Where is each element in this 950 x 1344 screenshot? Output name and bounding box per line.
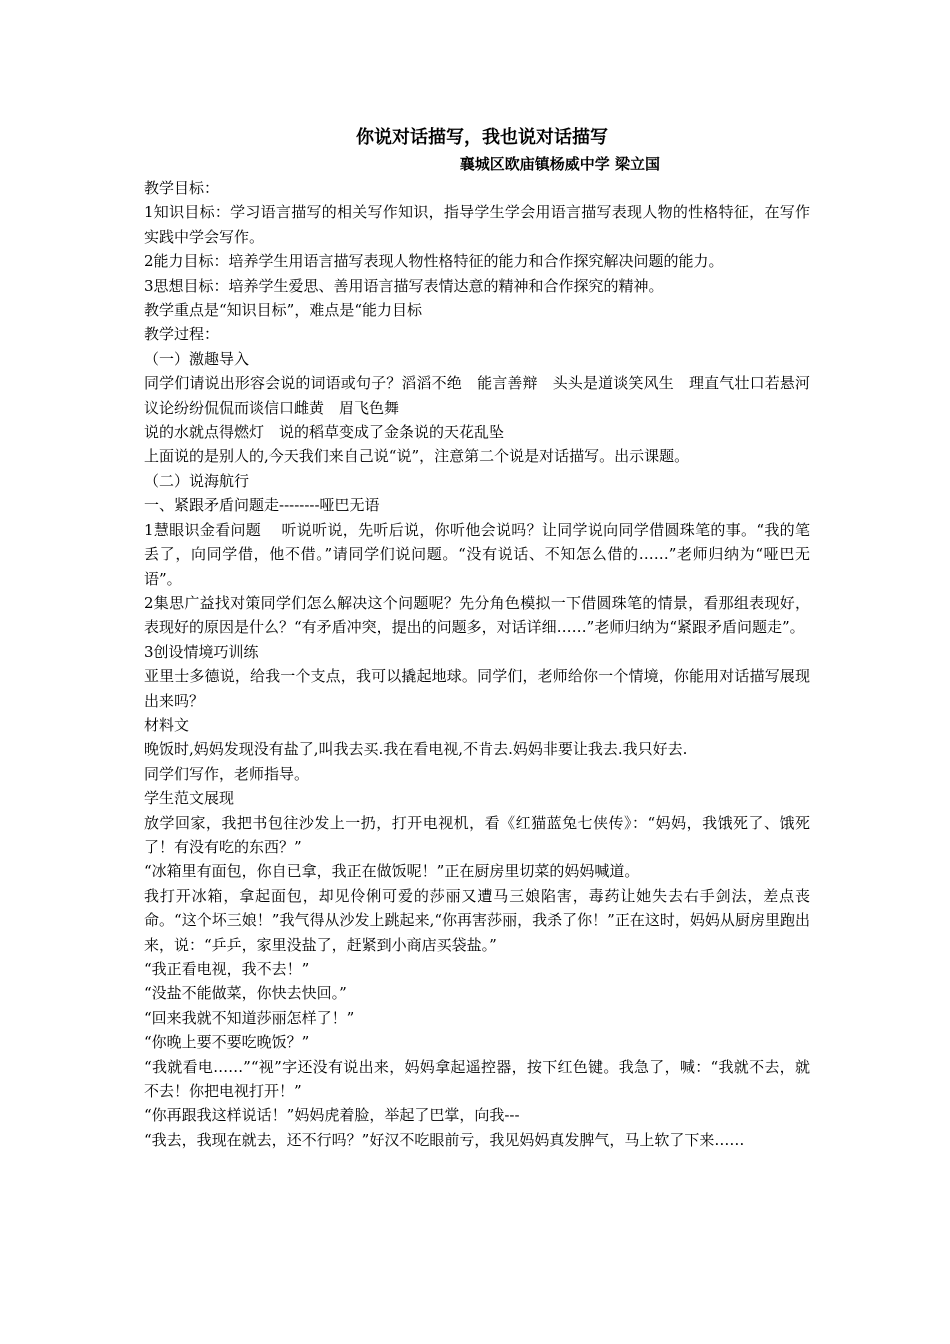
paragraph: “我就看电……”“视”字还没有说出来，妈妈拿起遥控器，按下红色键。我急了，喊：“我就不去，就不去！你把电视打开！” xyxy=(144,1057,810,1101)
paragraph: 一、紧跟矛盾问题走--------哑巴无语 xyxy=(144,496,380,515)
paragraph: “你再跟我这样说话！”妈妈虎着脸，举起了巴掌，向我--- xyxy=(144,1106,520,1125)
paragraph: “我去，我现在就去，还不行吗？”好汉不吃眼前亏，我见妈妈真发脾气，马上软了下来…… xyxy=(144,1130,745,1149)
paragraph: 同学们写作，老师指导。 xyxy=(144,764,310,783)
paragraph: 学生范文展现 xyxy=(144,789,235,808)
paragraph: （一）激趣导入 xyxy=(144,349,250,368)
paragraph: 2能力目标：培养学生用语言描写表现人物性格特征的能力和合作探究解决问题的能力。 xyxy=(144,252,724,271)
document-author: 襄城区欧庙镇杨威中学 梁立国 xyxy=(459,155,660,173)
paragraph: 上面说的是别人的,今天我们来自己说“说”，注意第二个说是对话描写。出示课题。 xyxy=(144,447,690,466)
paragraph: 2集思广益找对策同学们怎么解决这个问题呢？先分角色模拟一下借圆珠笔的情景，看那组表现好，表现好的原因是什么？“有矛盾冲突，提出的问题多，对话详细……”老师归纳为“紧跟矛盾问题走”。 xyxy=(144,593,810,637)
paragraph: 说的水就点得燃灯 说的稻草变成了金条说的天花乱坠 xyxy=(144,423,505,442)
paragraph: “你晚上要不要吃晚饭？” xyxy=(144,1033,310,1052)
paragraph: 教学目标： xyxy=(144,179,220,197)
paragraph: 教学过程： xyxy=(144,325,220,344)
paragraph: 3思想目标：培养学生爱思、善用语言描写表情达意的精神和合作探究的精神。 xyxy=(144,276,664,295)
document-body xyxy=(144,176,826,1152)
paragraph: 晚饭时,妈妈发现没有盐了,叫我去买.我在看电视,不肯去.妈妈非要让我去.我只好去. xyxy=(144,740,688,759)
paragraph: “没盐不能做菜，你快去快回。” xyxy=(144,984,347,1003)
document-page xyxy=(144,124,826,1152)
paragraph: “回来我就不知道莎丽怎样了！” xyxy=(144,1008,355,1027)
paragraph: 1知识目标：学习语言描写的相关写作知识，指导学生学会用语言描写表现人物的性格特征，在写作实践中学会写作。 xyxy=(144,203,810,246)
paragraph: 材料文 xyxy=(144,715,190,734)
paragraph: 3创设情境巧训练 xyxy=(144,642,259,661)
paragraph: 我打开冰箱，拿起面包，却见伶俐可爱的莎丽又遭马三娘陷害，毒药让她失去右手剑法，差点丧命。“这个坏三娘！”我气得从沙发上跳起来,“你再害莎丽，我杀了你！”正在这时，妈妈从厨房里跑出来，说：“乒乒，家里没盐了，赶紧到小商店买袋盐。” xyxy=(144,886,810,954)
paragraph: 同学们请说出形容会说的词语或句子？滔滔不绝 能言善辩 头头是道谈笑风生 理直气壮口若悬河 议论纷纷侃侃而谈信口雌黄 眉飞色舞 xyxy=(144,374,826,417)
paragraph: 放学回家，我把书包往沙发上一扔，打开电视机，看《红猫蓝兔七侠传》：“妈妈，我饿死了、饿死了！有没有吃的东西？” xyxy=(144,813,810,856)
paragraph: 亚里士多德说，给我一个支点，我可以撬起地球。同学们，老师给你一个情境，你能用对话描写展现出来吗？ xyxy=(144,667,810,710)
paragraph: “我正看电视，我不去！” xyxy=(144,960,310,978)
document-title: 你说对话描写，我也说对话描写 xyxy=(356,127,608,148)
paragraph: 教学重点是“知识目标”，难点是“能力目标 xyxy=(144,301,423,320)
paragraph: （二）说海航行 xyxy=(144,471,250,490)
paragraph: 1慧眼识金看问题 听说听说，先听后说，你听他会说吗？让同学说向同学借圆珠笔的事。“我的笔丢了，向同学借，他不借。”请同学们说问题。“没有说话、不知怎么借的……”老师归纳为“哑巴无语”。 xyxy=(144,520,810,588)
paragraph: “冰箱里有面包，你自已拿，我正在做饭呢！”正在厨房里切菜的妈妈喊道。 xyxy=(144,862,640,881)
